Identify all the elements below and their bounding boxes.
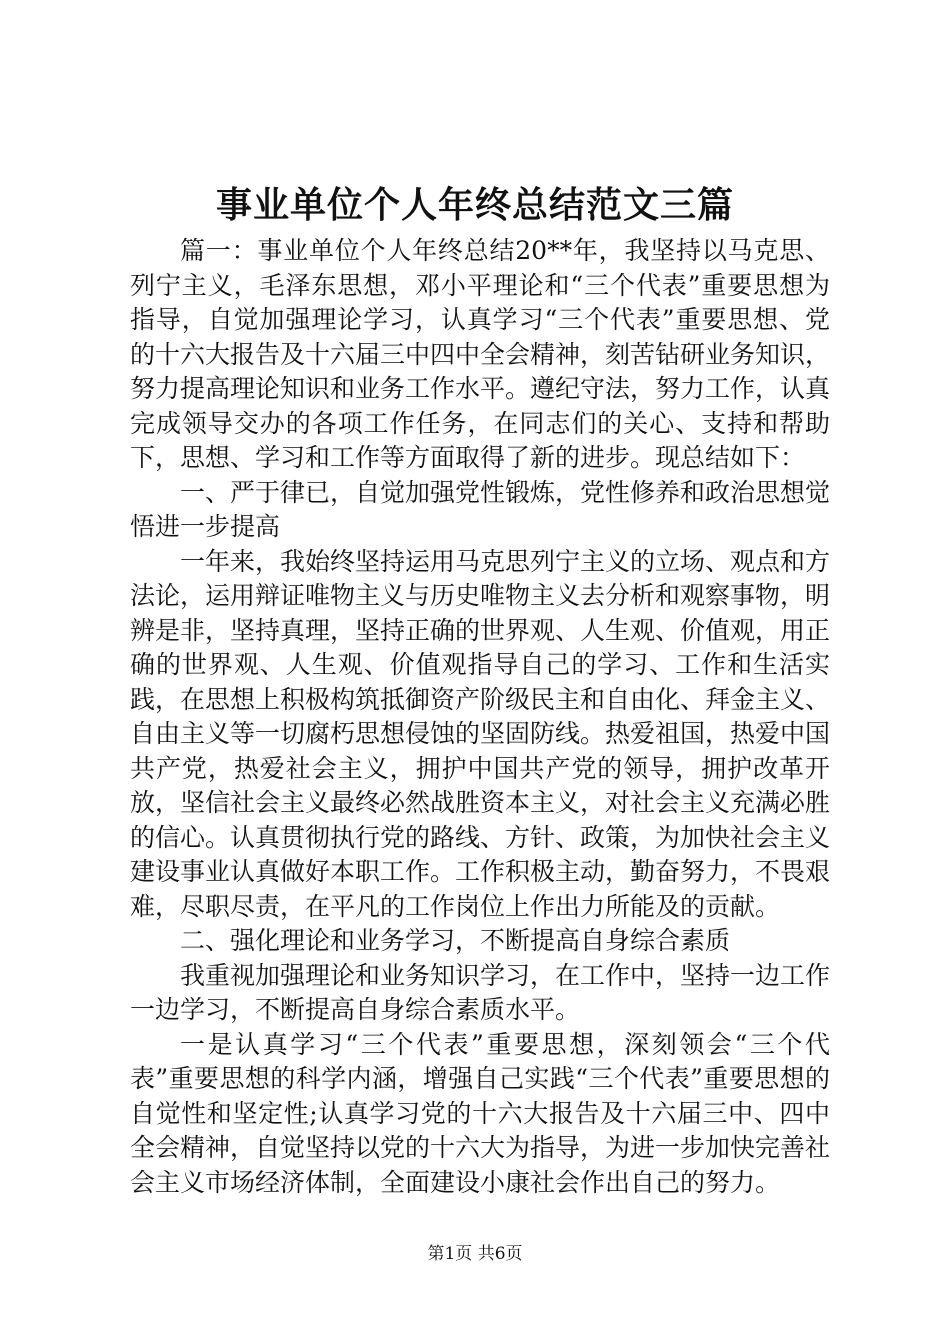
section-heading-1: 一、严于律已，自觉加强党性锻炼，党性修养和政治思想觉悟进一步提高 <box>130 477 831 541</box>
paragraph-section-2: 我重视加强理论和业务知识学习，在工作中，坚持一边工作一边学习，不断提高自身综合素质水平。 <box>130 960 831 1024</box>
page-footer: 第1页 共6页 <box>427 1244 523 1264</box>
document-body <box>130 234 830 1200</box>
section-heading-2: 二、强化理论和业务学习，不断提高自身综合素质 <box>180 926 731 955</box>
document-title: 事业单位个人年终总结范文三篇 <box>215 184 734 226</box>
paragraph-section-1: 一年来，我始终坚持运用马克思列宁主义的立场、观点和方法论，运用辩证唯物主义与历史唯物主义去分析和观察事物，明辨是非，坚持真理，坚持正确的世界观、人生观、价值观，用正确的世界观、人生观、价值观指导自己的学习、工作和生活实践，在思想上积极构筑抵御资产阶级民主和自由化、拜金主义、自由主义等一切腐朽思想侵蚀的坚固防线。热爱祖国，热爱中国共产党，热爱社会主义，拥护中国共产党的领导，拥护改革开放，坚信社会主义最终必然战胜资本主义，对社会主义充满必胜的信心。认真贯彻执行党的路线、方针、政策，为加快社会主义建设事业认真做好本职工作。工作积极主动，勤奋努力，不畏艰难，尽职尽责，在平凡的工作岗位上作出力所能及的贡献。 <box>130 546 831 921</box>
paragraph-section-2-point-1: 一是认真学习“三个代表”重要思想，深刻领会“三个代表”重要思想的科学内涵，增强自己实践“三个代表”重要思想的自觉性和坚定性;认真学习党的十六大报告及十六届三中、四中全会精神，自觉坚持以党的十六大为指导，为进一步加快完善社会主义市场经济体制，全面建设小康社会作出自己的努力。 <box>130 1029 831 1197</box>
paragraph-intro: 篇一：事业单位个人年终总结20**年，我坚持以马克思、列宁主义，毛泽东思想，邓小平理论和“三个代表”重要思想为指导，自觉加强理论学习，认真学习“三个代表”重要思想、党的十六大报告及十六届三中四中全会精神，刻苦钻研业务知识，努力提高理论知识和业务工作水平。遵纪守法，努力工作，认真完成领导交办的各项工作任务，在同志们的关心、支持和帮助下，思想、学习和工作等方面取得了新的进步。现总结如下： <box>130 236 831 472</box>
